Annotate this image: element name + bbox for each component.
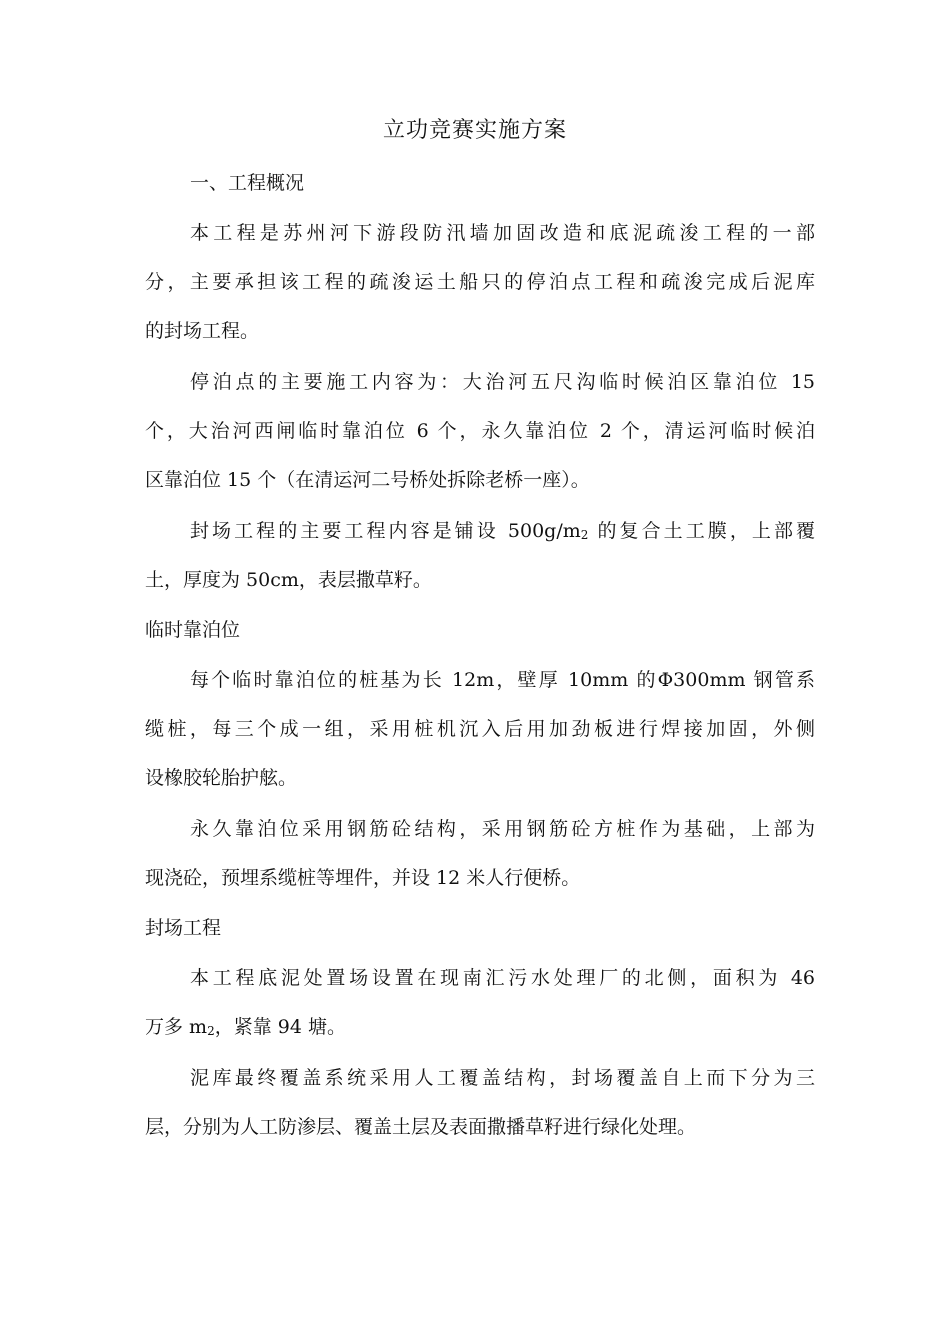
section-heading-overview: 一、工程概况 [190,172,305,194]
paragraph-7-line-2: 层，分别为人工防渗层、覆盖土层及表面撒播草籽进行绿化处理。 [145,1116,697,1138]
paragraph-3-line-2: 土，厚度为 50cm，表层撒草籽。 [145,569,432,591]
paragraph-2-line-3: 区靠泊位 15 个（在清运河二号桥处拆除老桥一座）。 [145,469,590,491]
paragraph-4-line-1: 每个临时靠泊位的桩基为长 12m，壁厚 10mm 的Φ300mm 钢管系 [190,669,815,691]
paragraph-6-line-1: 本工程底泥处置场设置在现南汇污水处理厂的北侧，面积为 46 [190,967,815,989]
paragraph-3-text-a: 封场工程的主要工程内容是铺设 500g/m [190,520,581,542]
paragraph-6-text-b: ，紧靠 94 塘。 [214,1016,346,1038]
paragraph-2-line-2: 个，大治河西闸临时靠泊位 6 个，永久靠泊位 2 个，清运河临时候泊 [145,420,815,442]
paragraph-6-line-2 [145,1009,815,1049]
section-heading-temporary-berth: 临时靠泊位 [145,619,241,641]
superscript-unit: 2 [580,528,589,542]
paragraph-4-line-3: 设橡胶轮胎护舷。 [145,767,298,789]
paragraph-6-text-a: 万多 m [145,1016,208,1038]
paragraph-1-line-3: 的封场工程。 [145,320,260,342]
paragraph-4-line-2: 缆桩，每三个成一组，采用桩机沉入后用加劲板进行焊接加固，外侧 [145,718,815,740]
paragraph-3-line-1 [190,513,815,553]
paragraph-2-line-1: 停泊点的主要施工内容为：大治河五尺沟临时候泊区靠泊位 15 [190,371,815,393]
paragraph-7-line-1: 泥库最终覆盖系统采用人工覆盖结构，封场覆盖自上而下分为三 [190,1067,815,1089]
paragraph-5-line-2: 现浇砼，预埋系缆桩等埋件，并设 12 米人行便桥。 [145,867,581,889]
paragraph-1-line-2: 分，主要承担该工程的疏浚运土船只的停泊点工程和疏浚完成后泥库 [145,271,815,293]
document-title: 立功竞赛实施方案 [382,118,567,143]
paragraph-1-line-1: 本工程是苏州河下游段防汛墙加固改造和底泥疏浚工程的一部 [190,222,815,244]
paragraph-5-line-1: 永久靠泊位采用钢筋砼结构，采用钢筋砼方桩作为基础，上部为 [190,818,815,840]
superscript-unit: 2 [207,1024,215,1038]
paragraph-3-text-b: 的复合土工膜，上部覆 [588,520,815,542]
section-heading-closure: 封场工程 [145,917,222,939]
